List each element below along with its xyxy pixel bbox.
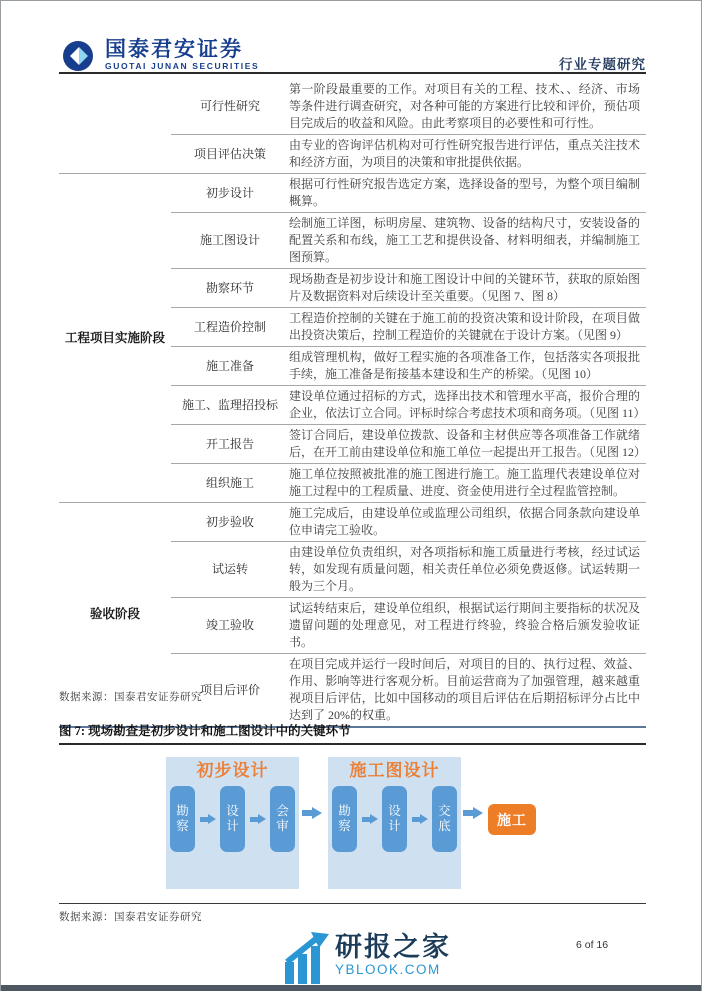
desc-cell: 签订合同后，建设单位拨款、设备和主材供应等各项准备工作就绪后，在开工前由建设单位和施工单位一起提出开工报告。（见图 12） bbox=[289, 428, 647, 459]
table-row bbox=[171, 463, 646, 502]
arrow-right-icon bbox=[412, 814, 428, 824]
flow-step-box bbox=[382, 786, 407, 852]
logo-diamond-right bbox=[79, 47, 88, 65]
desc-cell: 试运转结束后，建设单位组织，根据试运行期间主要指标的状况及遗留问题的处理意见，对工程进行终验，终验合格后颁发验收证书。 bbox=[289, 601, 640, 649]
flow-stage-construction-drawing-design bbox=[328, 757, 461, 889]
arrow-right-icon bbox=[302, 807, 322, 819]
table-group-decision bbox=[59, 79, 646, 173]
figure-source-note: 数据来源：国泰君安证券研究 bbox=[59, 912, 202, 923]
flow-step-box bbox=[270, 786, 295, 852]
step-cell: 试运转 bbox=[211, 562, 248, 576]
flow-step-label: 勘察 bbox=[176, 804, 189, 833]
step-cell: 项目后评价 bbox=[199, 682, 260, 697]
table-row bbox=[171, 174, 646, 212]
flow-step-label: 交底 bbox=[438, 804, 451, 833]
arrow-right-icon bbox=[250, 814, 266, 824]
step-cell: 初步验收 bbox=[205, 514, 254, 529]
flow-step-label: 会审 bbox=[276, 804, 289, 833]
table-row bbox=[171, 268, 646, 307]
arrow-right-icon bbox=[463, 807, 483, 819]
desc-cell: 施工单位按照被批准的施工图进行施工。施工监理代表建设单位对施工过程中的工程质量、进度、资金使用进行全过程监管控制。 bbox=[289, 467, 640, 498]
phase-cell bbox=[59, 79, 171, 173]
table-row bbox=[171, 212, 646, 268]
flow-step-label: 设计 bbox=[388, 804, 401, 833]
table-row bbox=[171, 424, 646, 463]
desc-cell: 工程造价控制的关键在于施工前的投资决策和设计阶段，在项目做出投资决策后，控制工程造价的关键就在于设计方案。（见图 9） bbox=[289, 311, 640, 342]
brand-name-cn: 国泰君安证券 bbox=[105, 38, 243, 61]
report-type-label: 行业专题研究 bbox=[559, 57, 646, 72]
flow-step-box bbox=[332, 786, 357, 852]
table-group-implementation bbox=[59, 173, 646, 502]
desc-cell: 第一阶段最重要的工作。对项目有关的工程、技术、、经济、市场等条件进行调查研究，对各种可能的方案进行比较和评价，预估项目完成后的收益和风险。由此考察项目的必要性和可行性。 bbox=[289, 82, 640, 130]
table-row bbox=[171, 346, 646, 385]
desc-cell: 建设单位通过招标的方式，选择出技术和管理水平高，报价合理的企业，依法订立合同。评标时综合考虑技术项和商务项。（见图 11） bbox=[289, 389, 646, 420]
step-cell: 施工准备 bbox=[205, 358, 254, 373]
table-row bbox=[171, 79, 646, 134]
step-cell: 项目评估决策 bbox=[193, 146, 266, 161]
step-cell: 竣工验收 bbox=[205, 618, 254, 632]
step-cell: 施工、监理招投标 bbox=[181, 397, 278, 412]
step-cell: 开工报告 bbox=[205, 436, 254, 451]
desc-cell: 绘制施工详图，标明房屋、建筑物、设备的结构尺寸，安装设备的配置关系和布线，施工工艺和提供设备、材料明细表，并编制施工图预算。 bbox=[289, 216, 640, 264]
desc-cell: 由专业的咨询评估机构对可行性研究报告进行评估，重点关注技术和经济方面，为项目的决策和审批提供依据。 bbox=[289, 138, 640, 169]
desc-cell: 在项目完成并运行一段时间后，对项目的目的、执行过程、效益、作用、影响等进行客观分析。目前运营商为了加强管理，越来越重视项目后评估，比如中国移动的项目后评估在后期招标评分占比中达到了 20%的权重。 bbox=[289, 657, 640, 722]
table-row bbox=[171, 503, 646, 541]
yblook-watermark bbox=[283, 932, 451, 984]
desc-cell: 现场勘查是初步设计和施工图设计中间的关键环节，获取的原始图片及数据资料对后续设计至关重要。（见图 7、图 8） bbox=[289, 272, 640, 303]
phase-cell: 工程项目实施阶段 bbox=[64, 330, 165, 345]
page-header bbox=[59, 31, 646, 74]
stage-label: 初步设计 bbox=[196, 761, 269, 780]
table-row bbox=[171, 385, 646, 424]
flow-step-label: 勘察 bbox=[338, 804, 351, 833]
logo-diamond-left bbox=[70, 47, 79, 65]
brand-name-en: GUOTAI JUNAN SECURITIES bbox=[105, 61, 260, 71]
table-row bbox=[171, 597, 646, 653]
flow-step-box bbox=[220, 786, 245, 852]
flow-step-box bbox=[432, 786, 457, 852]
arrow-right-icon bbox=[362, 814, 378, 824]
step-cell: 可行性研究 bbox=[199, 99, 260, 113]
arrow-right-icon bbox=[200, 814, 216, 824]
flow-stage-preliminary-design bbox=[166, 757, 299, 889]
table-row bbox=[171, 134, 646, 173]
table-row bbox=[171, 307, 646, 346]
step-cell: 工程造价控制 bbox=[193, 319, 266, 334]
watermark-name-cn: 研报之家 bbox=[335, 932, 451, 962]
step-cell: 勘察环节 bbox=[205, 280, 254, 295]
flow-final-step-box: 施工 bbox=[488, 804, 536, 835]
page-number: 6 of 16 bbox=[576, 939, 609, 951]
table-row bbox=[171, 653, 646, 726]
window-bottom-edge bbox=[1, 985, 702, 991]
step-cell: 施工图设计 bbox=[199, 233, 260, 247]
desc-cell: 根据可行性研究报告选定方案，选择设备的型号，为整个项目编制概算。 bbox=[289, 177, 640, 208]
step-cell: 组织施工 bbox=[205, 475, 254, 490]
desc-cell: 施工完成后，由建设单位或监理公司组织，依据合同条款向建设单位申请完工验收。 bbox=[289, 506, 640, 537]
brand-block bbox=[105, 39, 259, 71]
watermark-name-en: YBLOOK.COM bbox=[335, 962, 441, 977]
flow-step-box bbox=[170, 786, 195, 852]
phase-cell: 验收阶段 bbox=[89, 607, 140, 621]
step-cell: 初步设计 bbox=[205, 185, 254, 200]
flow-step-label: 设计 bbox=[226, 804, 239, 833]
desc-cell: 组成管理机构，做好工程实施的各项准备工作，包括落实各项报批手续，施工准备是衔接基本建设和生产的桥梁。（见图 10） bbox=[289, 350, 640, 381]
bar-chart-arrow-icon bbox=[283, 932, 329, 984]
desc-cell: 由建设单位负责组织，对各项指标和施工质量进行考核，经过试运转，如发现有质量问题，相关责任单位必须免费返修。试运转期一般为三个月。 bbox=[289, 545, 640, 593]
figure-title: 图 7: 现场勘查是初步设计和施工图设计中的关键环节 bbox=[59, 721, 646, 745]
table-row bbox=[171, 541, 646, 597]
project-phase-table bbox=[59, 79, 646, 728]
table-source-note: 数据来源：国泰君安证券研究 bbox=[59, 692, 202, 703]
stage-label: 施工图设计 bbox=[349, 761, 440, 780]
figure-bottom-rule bbox=[59, 903, 646, 904]
guotai-junan-logo-icon bbox=[63, 41, 93, 71]
